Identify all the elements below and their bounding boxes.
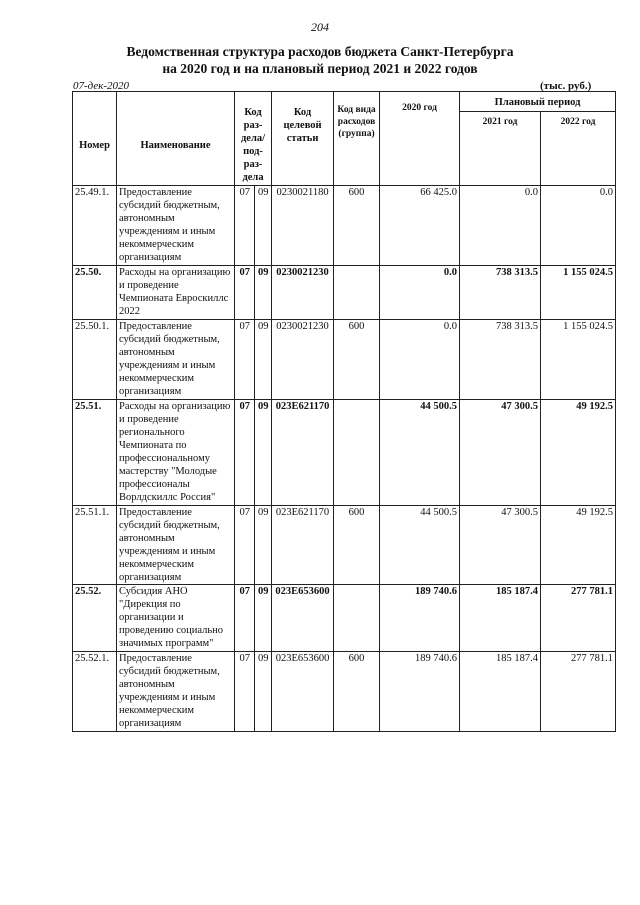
row-value-2020: 44 500.5: [380, 400, 460, 506]
row-name: Предоставление субсидий бюджетным, автономным учреждениям и иным некоммерческим организациям: [117, 506, 235, 585]
document-title: [0, 43, 640, 77]
row-target-code: 023E621170: [272, 506, 334, 585]
row-value-2021: 738 313.5: [460, 320, 541, 400]
row-subsection: 09: [255, 506, 272, 585]
title-line-2: на 2020 год и на плановый период 2021 и 2022 годов: [162, 61, 478, 76]
title-line-1: Ведомственная структура расходов бюджета Санкт-Петербурга: [126, 44, 514, 59]
header-section-code: Код раз-дела/ под-раз-дела: [235, 92, 272, 186]
row-name: Предоставление субсидий бюджетным, автономным учреждениям и иным некоммерческим организациям: [117, 652, 235, 732]
header-2020: 2020 год: [380, 92, 460, 186]
row-expense-type: [334, 400, 380, 506]
header-number: Номер: [73, 92, 117, 186]
row-expense-type: [334, 585, 380, 652]
row-target-code: 023E653600: [272, 585, 334, 652]
header-expense-type: Код вида расходов (группа): [334, 92, 380, 186]
row-section: 07: [235, 186, 255, 266]
row-value-2020: 189 740.6: [380, 585, 460, 652]
row-expense-type: 600: [334, 320, 380, 400]
row-target-code: 0230021180: [272, 186, 334, 266]
row-value-2020: 66 425.0: [380, 186, 460, 266]
header-2022: 2022 год: [541, 112, 616, 186]
table-row: [73, 320, 616, 400]
table-row: [73, 186, 616, 266]
row-number: 25.51.1.: [73, 506, 117, 585]
row-expense-type: 600: [334, 652, 380, 732]
header-target-code: Код целевой статьи: [272, 92, 334, 186]
row-value-2021: 738 313.5: [460, 266, 541, 320]
row-value-2020: 189 740.6: [380, 652, 460, 732]
row-number: 25.50.1.: [73, 320, 117, 400]
row-section: 07: [235, 652, 255, 732]
row-number: 25.49.1.: [73, 186, 117, 266]
row-section: 07: [235, 400, 255, 506]
table-row: [73, 400, 616, 506]
row-expense-type: 600: [334, 506, 380, 585]
row-subsection: 09: [255, 320, 272, 400]
table-row: [73, 266, 616, 320]
row-value-2021: 185 187.4: [460, 652, 541, 732]
row-number: 25.52.: [73, 585, 117, 652]
row-value-2021: 47 300.5: [460, 506, 541, 585]
row-number: 25.50.: [73, 266, 117, 320]
row-name: Расходы на организацию и проведение регионального Чемпионата по профессиональному мастерству "Молодые профессионалы Ворлдскиллс Россия": [117, 400, 235, 506]
row-value-2022: 277 781.1: [541, 652, 616, 732]
budget-table: [72, 91, 616, 732]
row-subsection: 09: [255, 585, 272, 652]
row-value-2022: 49 192.5: [541, 506, 616, 585]
row-value-2022: 1 155 024.5: [541, 266, 616, 320]
row-name: Предоставление субсидий бюджетным, автономным учреждениям и иным некоммерческим организациям: [117, 186, 235, 266]
header-name: Наименование: [117, 92, 235, 186]
row-value-2022: 0.0: [541, 186, 616, 266]
row-value-2020: 44 500.5: [380, 506, 460, 585]
row-number: 25.51.: [73, 400, 117, 506]
units-label: (тыс. руб.): [540, 80, 592, 92]
row-section: 07: [235, 266, 255, 320]
row-subsection: 09: [255, 400, 272, 506]
header-planned-period: Плановый период: [460, 92, 616, 112]
row-value-2021: 47 300.5: [460, 400, 541, 506]
page-number: 204: [311, 20, 329, 34]
row-target-code: 0230021230: [272, 266, 334, 320]
row-value-2021: 0.0: [460, 186, 541, 266]
row-number: 25.52.1.: [73, 652, 117, 732]
table-row: [73, 506, 616, 585]
row-value-2020: 0.0: [380, 320, 460, 400]
header-2021: 2021 год: [460, 112, 541, 186]
table-row: [73, 585, 616, 652]
row-expense-type: [334, 266, 380, 320]
document-date: 07-дек-2020: [73, 80, 130, 92]
row-name: Субсидия АНО "Дирекция по организации и проведению социально значимых программ": [117, 585, 235, 652]
row-value-2020: 0.0: [380, 266, 460, 320]
row-expense-type: 600: [334, 186, 380, 266]
row-target-code: 023E621170: [272, 400, 334, 506]
row-value-2021: 185 187.4: [460, 585, 541, 652]
row-name: Предоставление субсидий бюджетным, автономным учреждениям и иным некоммерческим организациям: [117, 320, 235, 400]
row-value-2022: 277 781.1: [541, 585, 616, 652]
row-target-code: 0230021230: [272, 320, 334, 400]
row-subsection: 09: [255, 266, 272, 320]
row-target-code: 023E653600: [272, 652, 334, 732]
row-section: 07: [235, 320, 255, 400]
table-row: [73, 652, 616, 732]
row-section: 07: [235, 585, 255, 652]
row-subsection: 09: [255, 652, 272, 732]
row-section: 07: [235, 506, 255, 585]
row-value-2022: 1 155 024.5: [541, 320, 616, 400]
row-subsection: 09: [255, 186, 272, 266]
row-name: Расходы на организацию и проведение Чемпионата Евроскиллс 2022: [117, 266, 235, 320]
row-value-2022: 49 192.5: [541, 400, 616, 506]
